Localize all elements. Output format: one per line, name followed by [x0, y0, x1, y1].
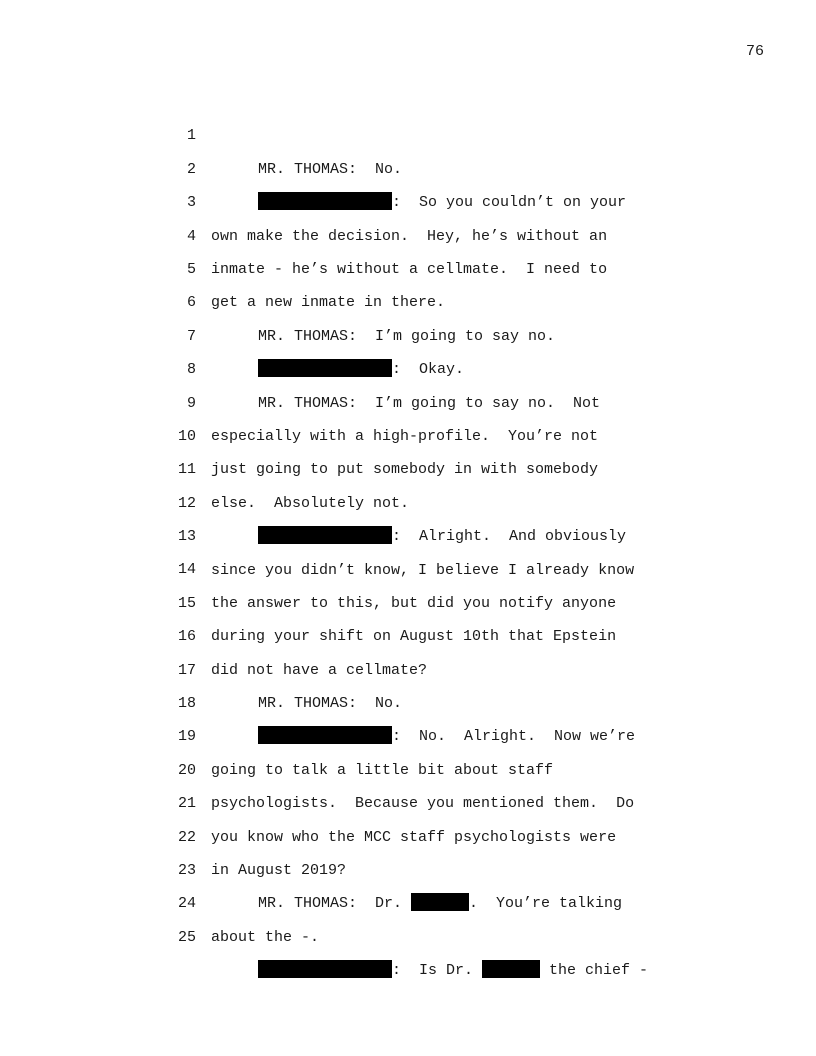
line-number: 17 — [177, 661, 196, 679]
line-number: 13 — [177, 528, 196, 546]
line-text-segment: : Alright. And obviously — [392, 528, 627, 546]
line-number: 22 — [177, 828, 196, 846]
line-text: going to talk a little bit about staff — [211, 761, 554, 779]
line-text-segment: : So you couldn’t on your — [392, 194, 627, 212]
line-number: 10 — [177, 427, 196, 445]
line-text-segment: : No. Alright. Now we’re — [392, 728, 636, 746]
line-number: 11 — [177, 461, 196, 479]
line-number: 25 — [177, 928, 196, 946]
redacted-speaker-name — [258, 960, 392, 978]
line-number: 16 — [177, 628, 196, 646]
line-number: 9 — [186, 394, 196, 412]
line-number: 15 — [177, 594, 196, 612]
line-number: 24 — [177, 895, 196, 913]
line-number: 2 — [186, 160, 196, 178]
redacted-name — [482, 960, 540, 978]
line-number: 3 — [186, 194, 196, 212]
line-text: get a new inmate in there. — [211, 294, 446, 312]
line-text: MR. THOMAS: I’m going to say no. — [258, 327, 556, 345]
line-text: especially with a high-profile. You’re not — [211, 427, 599, 445]
line-text: inmate - he’s without a cellmate. I need to — [211, 260, 608, 278]
line-number: 7 — [186, 327, 196, 345]
line-number: 23 — [177, 862, 196, 879]
transcript-line — [0, 86, 816, 178]
transcript-body — [0, 86, 816, 980]
line-text-segment: : Is Dr. — [392, 962, 483, 980]
line-text — [258, 954, 648, 987]
line-number: 1 — [186, 127, 196, 145]
line-text: during your shift on August 10th that Epstein — [211, 628, 617, 646]
line-text: psychologists. Because you mentioned them. Do — [211, 795, 635, 813]
line-text: MR. THOMAS: No. — [258, 695, 403, 713]
line-number: 5 — [186, 260, 196, 278]
line-text: own make the decision. Hey, he’s without an — [211, 227, 608, 245]
line-number: 12 — [177, 494, 196, 512]
line-number: 20 — [177, 761, 196, 779]
line-text: about the -. — [211, 928, 320, 946]
line-number: 6 — [186, 294, 196, 312]
line-text: just going to put somebody in with somebody — [211, 461, 599, 479]
line-number: 21 — [177, 795, 196, 813]
line-number: 8 — [186, 361, 196, 379]
line-text: since you didn’t know, I believe I already know — [211, 561, 635, 579]
line-number: 19 — [177, 728, 196, 746]
line-text: did not have a cellmate? — [211, 661, 428, 679]
line-text: MR. THOMAS: No. — [258, 160, 403, 178]
line-text: you know who the MCC staff psychologists were — [211, 828, 617, 846]
line-number: 4 — [186, 227, 196, 245]
line-text: the answer to this, but did you notify anyone — [211, 594, 617, 612]
line-text-segment: . You’re talking — [469, 895, 623, 913]
line-number: 18 — [177, 695, 196, 713]
line-text-segment: MR. THOMAS: Dr. — [258, 895, 412, 913]
line-text: MR. THOMAS: I’m going to say no. Not — [258, 394, 601, 412]
line-text-segment: : Okay. — [392, 361, 465, 379]
line-text: else. Absolutely not. — [211, 494, 410, 512]
line-text: in August 2019? — [211, 862, 347, 880]
page-number: 76 — [745, 43, 764, 60]
line-text-segment: the chief - — [540, 962, 649, 980]
line-number: 14 — [177, 561, 196, 579]
